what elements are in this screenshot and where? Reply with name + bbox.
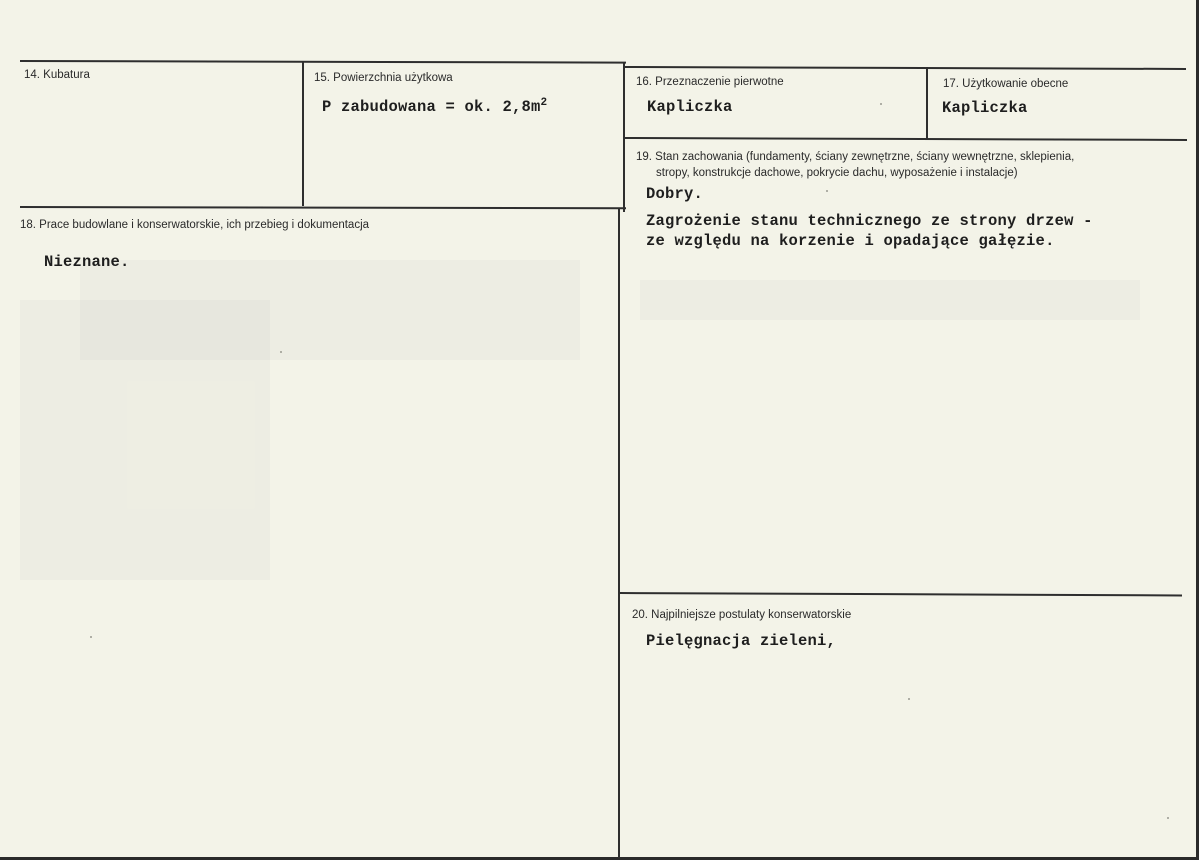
ghost-text-area: [80, 260, 580, 360]
field-18-label: 18. Prace budowlane i konserwatorskie, ich przebieg i dokumentacja: [20, 219, 370, 231]
field-19-value-line3: ze względu na korzenie i opadające gałęzie.: [646, 232, 1055, 250]
area-unit-superscript: 2: [540, 96, 548, 109]
field-15-value: [322, 96, 547, 118]
center-divider-lower: [618, 208, 620, 858]
rule-above-20: [620, 592, 1182, 596]
scan-speck: [880, 103, 882, 105]
scan-speck: [908, 698, 910, 700]
usable-area-text: P zabudowana = ok. 2,8m: [322, 98, 541, 116]
field-18-value: Nieznane.: [44, 253, 130, 271]
field-17-value: Kapliczka: [942, 99, 1028, 117]
scan-speck: [280, 351, 282, 353]
field-16-value: Kapliczka: [647, 98, 733, 116]
field-14-label: 14. Kubatura: [24, 69, 90, 81]
rule-under-14-15: [20, 206, 626, 209]
ghost-text-area: [640, 280, 1140, 320]
field-19-label-line2: stropy, konstrukcje dachowe, pokrycie dachu, wyposażenie i instalacje): [656, 167, 1018, 179]
divider-16-17: [926, 67, 928, 139]
field-20-label: 20. Najpilniejsze postulaty konserwatorskie: [632, 609, 852, 621]
field-17-label: 17. Użytkowanie obecne: [943, 78, 1069, 90]
field-15-label: 15. Powierzchnia użytkowa: [314, 72, 453, 84]
field-16-label: 16. Przeznaczenie pierwotne: [636, 76, 784, 88]
top-rule-left: [20, 60, 626, 64]
scan-speck: [90, 636, 92, 638]
field-20-value: Pielęgnacja zieleni,: [646, 632, 837, 650]
field-19-label-line1: 19. Stan zachowania (fundamenty, ściany zewnętrzne, ściany wewnętrzne, sklepienia,: [636, 151, 1075, 163]
rule-under-16-17: [625, 137, 1187, 141]
divider-14-15: [302, 61, 304, 206]
scan-speck: [826, 190, 828, 192]
scan-speck: [1167, 817, 1169, 819]
field-19-value-line1: Dobry.: [646, 185, 704, 203]
field-19-value-line2: Zagrożenie stanu technicznego ze strony drzew -: [646, 212, 1093, 230]
top-rule-right: [624, 66, 1186, 70]
